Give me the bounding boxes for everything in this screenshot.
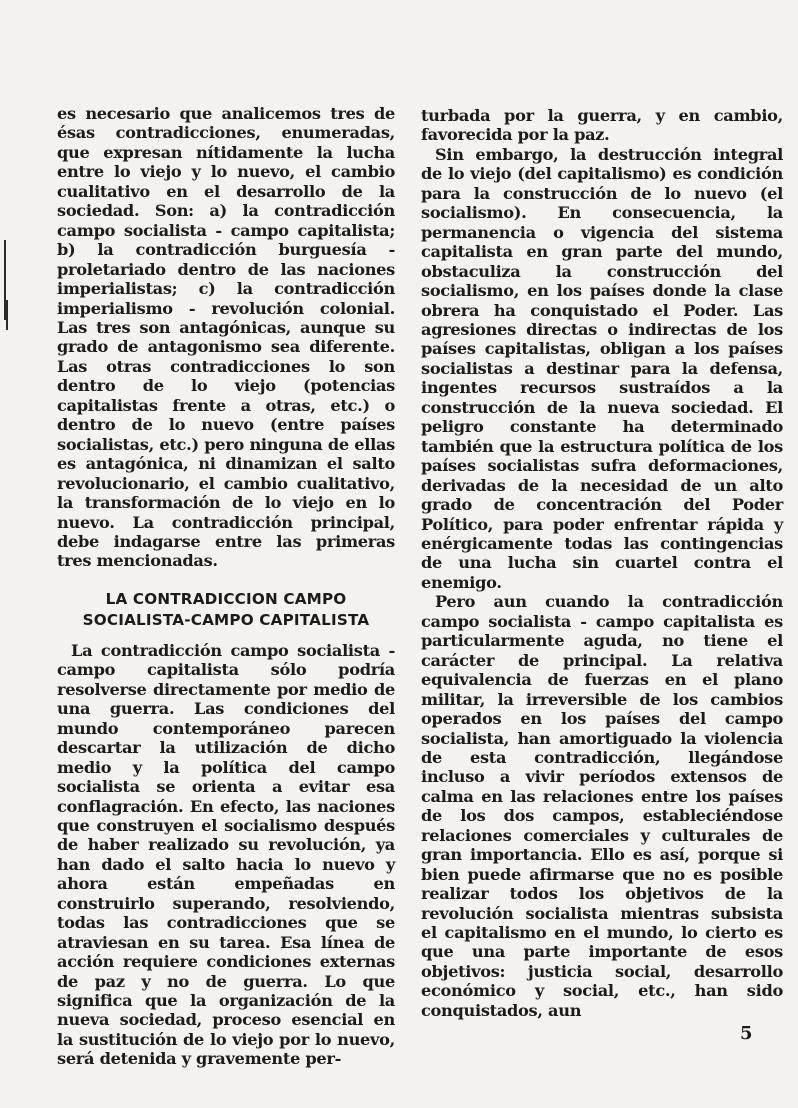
paragraph: La contradicción campo socialista - campo capitalista sólo podría resolverse directamente por medio de una guerra. Las condiciones del mundo contemporáneo parecen descartar la utilización de dicho medio y la política del campo socialista se orienta a evitar esa conflagración. En efecto, las naciones que construyen el socialismo después de haber realizado su revolución, ya han dado el salto hacia lo nuevo y ahora están empeñadas en construirlo superando, resolviendo, todas las contradicciones que se atraviesan en su tarea. Esa línea de acción requiere condiciones externas de paz y no de guerra. Lo que significa que la organización de la nueva sociedad, proceso esencial en la sustitución de lo viejo por lo nuevo, será detenida y gravemente per-	[57, 640, 395, 1069]
paragraph: es necesario que analicemos tres de ésas contradicciones, enumeradas, que expresan nítidamente la lucha entre lo viejo y lo nuevo, el cambio cualitativo en el desarrollo de la sociedad. Son: a) la contradicción campo socialista - campo capitalista; b) la contradicción burguesía - proletariado dentro de las naciones imperialistas; c) la contradicción imperialismo - revolución colonial. Las tres son antagónicas, aunque su grado de antagonismo sea diferente. Las otras contradicciones lo son dentro de lo viejo (potencias capitalistas frente a otras, etc.) o dentro de lo nuevo (entre países socialistas, etc.) pero ninguna de ellas es antagónica, ni dinamizan el salto revolucionario, el cambio cualitativo, la transformación de lo viejo en lo nuevo. La contradicción principal, debe indagarse entre las primeras tres mencionadas.	[57, 104, 395, 571]
section-heading	[57, 589, 395, 631]
section-heading-line-2: SOCIALISTA-CAMPO CAPITALISTA	[82, 610, 370, 629]
section-heading-line-1: LA CONTRADICCION CAMPO	[105, 589, 347, 608]
paragraph: turbada por la guerra, y en cambio, favorecida por la paz.	[421, 106, 783, 145]
paragraph: Sin embargo, la destrucción integral de lo viejo (del capitalismo) es condición para la construcción de lo nuevo (el socialismo). En consecuencia, la permanencia o vigencia del sistema capitalista en gran parte del mundo, obstaculiza la construcción del socialismo, en los países donde la clase obrera ha conquistado el Poder. Las agresiones directas o indirectas de los países capitalistas, obligan a los países socialistas a destinar para la defensa, ingentes recursos sustraídos a la construcción de la nueva sociedad. El peligro constante ha determinado también que la estructura política de los países socialistas sufra deformaciones, derivadas de la necesidad de un alto grado de concentración del Poder Político, para poder enfrentar rápida y enérgicamente todas las contingencias de una lucha sin cuartel contra el enemigo.	[421, 144, 783, 592]
page-number: 5	[740, 1023, 753, 1044]
left-column	[57, 104, 395, 1069]
paragraph: Pero aun cuando la contradicción campo socialista - campo capitalista es particularmente aguda, no tiene el carácter de principal. La relativa equivalencia de fuerzas en el plano militar, la irreversible de los cambios operados en los países del campo socialista, han amortiguado la violencia de esta contradicción, llegándose incluso a vivir períodos extensos de calma en las relaciones entre los países de los dos campos, estableciéndose relaciones comerciales y culturales de gran importancia. Ello es así, porque si bien puede afirmarse que no es posible realizar todos los objetivos de la revolución socialista mientras subsista el capitalismo en el mundo, lo cierto es que una parte importante de esos objetivos: justicia social, desarrollo económico y social, etc., han sido conquistados, aun	[421, 592, 783, 1020]
scan-edge-mark	[6, 300, 8, 330]
right-column	[421, 106, 783, 1020]
